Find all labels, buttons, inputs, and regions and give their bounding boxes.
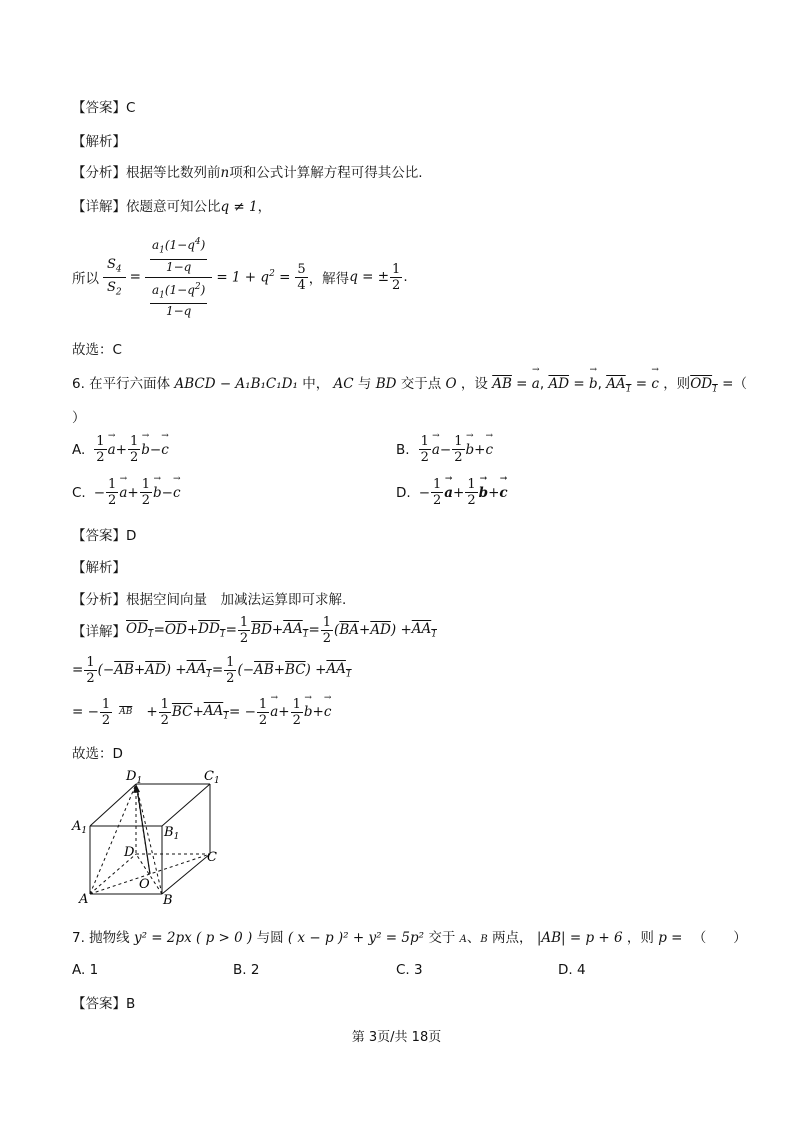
prev-ratio-equation: 所以 $\frac{S_4}{S_2}$ = $\frac{\frac{a_1(1-q^4)}{1-q}}{\frac{a_1(1-q^2)}{1-q}}$ = $1 + q^2$ = $\frac{5}{4}$ ，解得 q = ± $\frac{1}{2}$ . (72, 228, 408, 326)
label-a: A (79, 892, 89, 906)
q7-option-a[interactable]: A. 1 (72, 962, 99, 978)
q7-option-d[interactable]: D. 4 (558, 962, 586, 978)
q6-answer: 【答案】D (72, 528, 137, 544)
q7-answer: 【答案】B (72, 996, 136, 1012)
q7-option-c[interactable]: C. 3 (396, 962, 423, 978)
q6-option-c[interactable]: C. − $\frac{1}{2}$ → a + $\frac{1}{2}$ → b − → c (72, 477, 181, 508)
label-c: C (207, 850, 217, 865)
q7-option-b[interactable]: B. 2 (233, 962, 260, 978)
q6-xiangjie-line1: 【详解】 $OD_1$ = $\overline{OD}$ + $DD_1$ = $\frac{1}{2}$ $\overline{BD}$ + $AA_1$ = $\frac{1}{2}$ ( $\overline{BA}$ + $\overline{AD}$ ) + $AA_1$ (72, 614, 437, 646)
q6-stem-close: ） (72, 410, 86, 426)
q6-option-b[interactable]: B. $\frac{1}{2}$ → a − $\frac{1}{2}$ → b + → c (396, 434, 493, 465)
q7-stem: 7. 抛物线 y² = 2px ( p > 0 ) 与圆 ( x − p )² + y² = 5p² 交于 A、B 两点， |AB| = p + 6 ，则 p = （ ） (72, 930, 747, 946)
label-c1: $C_1$ (204, 769, 220, 786)
prev-guxuan: 故选：C (72, 342, 122, 358)
q6-guxuan: 故选：D (72, 746, 123, 762)
q6-stem: 6. 在平行六面体 ABCD − A₁B₁C₁D₁ 中， AC 与 BD 交于点 O ，设 $\overline{AB}$ = → a, $\overline{AD}$ = → b, $AA_1$ = → c ，则$OD_1$ =（ (72, 372, 747, 395)
label-b: B (163, 893, 173, 906)
q6-analysis-heading: 【解析】 (72, 560, 126, 576)
label-b1: $B_1$ (164, 825, 180, 842)
prev-xiangjie: 【详解】依题意可知公比q ≠ 1， (72, 199, 272, 215)
q6-fenxi: 【分析】根据空间向量 加减法运算即可求解. (72, 592, 347, 608)
prev-answer: 【答案】C (72, 100, 136, 116)
q6-option-a[interactable]: A. $\frac{1}{2}$ → a + $\frac{1}{2}$ → b − → c (72, 434, 169, 465)
page-footer: 第 3页/共 18页 (351, 1030, 442, 1045)
label-d: D (124, 845, 135, 860)
q6-xiangjie-line2: = $\frac{1}{2}$ (− $\overline{AB}$ + $\overline{AD}$ ) + $AA_1$ = $\frac{1}{2}$ (− $\overline{AB}$ + $\overline{BC}$ ) + $AA_1$ (72, 654, 352, 686)
prev-fenxi: 【分析】根据等比数列前n项和公式计算解方程可得其公比. (72, 165, 423, 181)
parallelepiped-figure (70, 766, 230, 906)
vector-od1-arrow (137, 788, 150, 874)
compound-fraction: $\frac{\frac{a_1(1-q^4)}{1-q}}{\frac{a_1(1-q^2)}{1-q}}$ (145, 233, 212, 321)
q6-xiangjie-line3: = − $\frac{1}{2}$ $\overline{AB}$ + $\frac{1}{2}$ $\overline{BC}$ + $AA_1$ = − $\frac{1}{2}$ → a + $\frac{1}{2}$ → b + → c (72, 694, 331, 730)
label-o: O (139, 877, 150, 892)
sum-ratio: $\frac{S_4}{S_2}$ (103, 255, 126, 299)
prev-analysis-heading: 【解析】 (72, 134, 126, 150)
q6-option-d[interactable]: D. − $\frac{1}{2}$ → a + $\frac{1}{2}$ → b + → c (396, 477, 508, 508)
label-d1: $D_1$ (126, 769, 143, 786)
label-a1: $A_1$ (72, 819, 88, 836)
